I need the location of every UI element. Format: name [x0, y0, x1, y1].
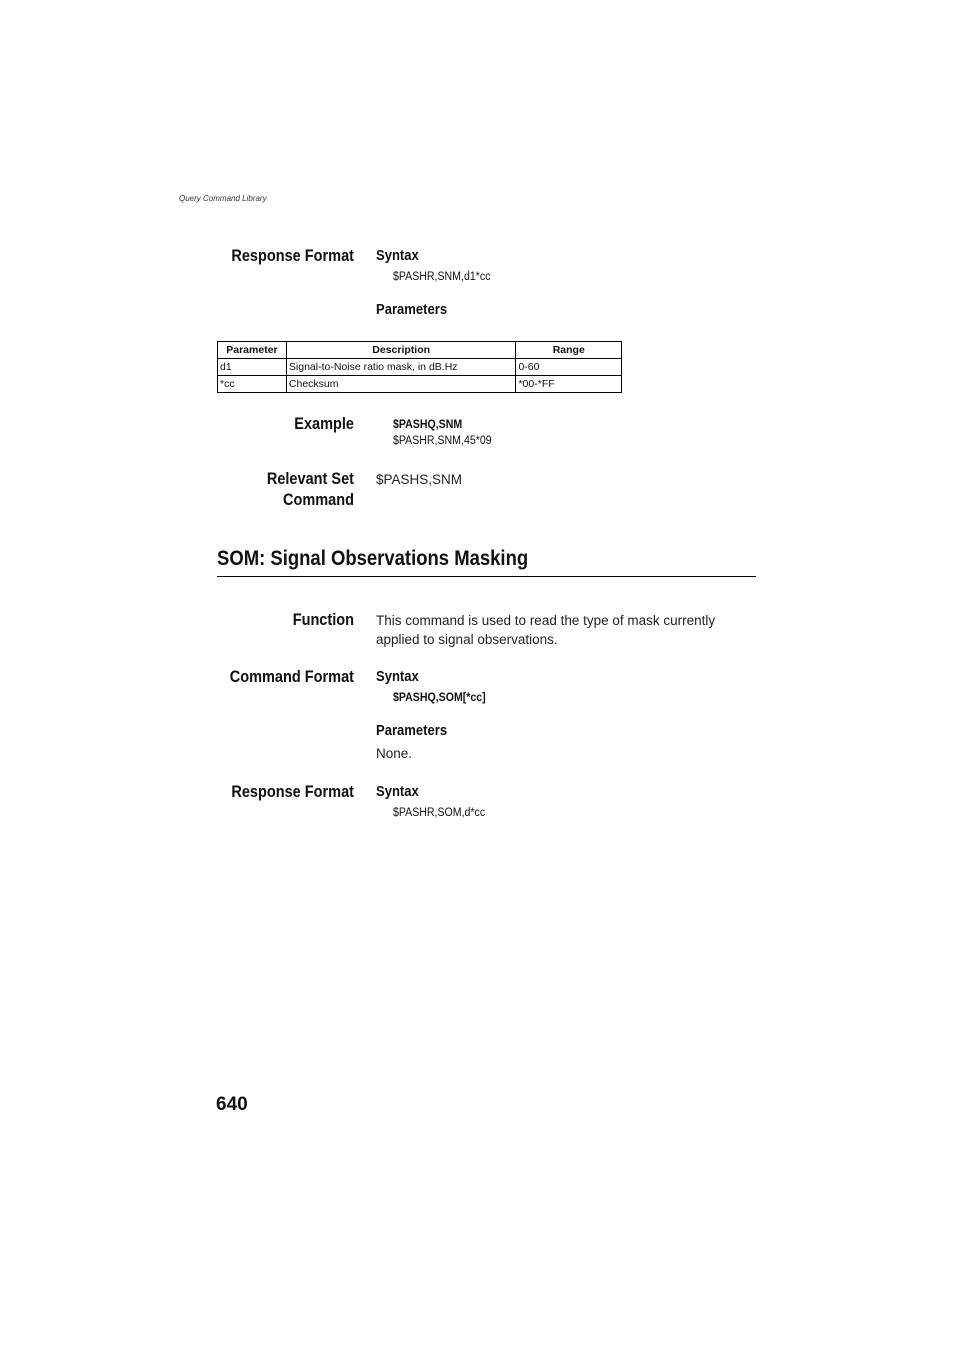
parameters-heading: Parameters — [376, 723, 448, 739]
table-cell: Checksum — [286, 376, 516, 393]
example-response: $PASHR,SNM,45*09 — [393, 435, 492, 447]
table-row — [218, 376, 622, 393]
syntax-heading: Syntax — [376, 669, 419, 685]
column-header: Parameter — [218, 342, 287, 359]
column-header: Range — [516, 342, 622, 359]
response-format-label: Response Format — [231, 247, 354, 265]
parameters-heading: Parameters — [376, 302, 448, 318]
table-cell: *cc — [218, 376, 287, 393]
table-cell: Signal-to-Noise ratio mask, in dB.Hz — [286, 359, 516, 376]
table-cell: 0-60 — [516, 359, 622, 376]
parameters-table — [217, 341, 622, 393]
relevant-set-label: Relevant Set — [266, 470, 354, 488]
relevant-command-label: Command — [283, 491, 354, 509]
parameters-none: None. — [376, 746, 413, 761]
response-syntax: $PASHR,SNM,d1*cc — [393, 271, 491, 283]
function-description: This command is used to read the type of mask currently applied to signal observations. — [376, 613, 716, 647]
table-cell: *00-*FF — [516, 376, 622, 393]
section-divider — [217, 576, 756, 577]
section-title: SOM: Signal Observations Masking — [217, 547, 529, 570]
syntax-heading: Syntax — [376, 784, 419, 800]
table-header-row — [218, 342, 622, 359]
relevant-set-command: $PASHS,SNM — [376, 472, 463, 487]
table-row — [218, 359, 622, 376]
response-syntax: $PASHR,SOM,d*cc — [393, 807, 486, 819]
function-label: Function — [292, 611, 354, 629]
column-header: Description — [286, 342, 516, 359]
example-command: $PASHQ,SNM — [393, 419, 463, 431]
page-number: 640 — [216, 1094, 248, 1115]
example-label: Example — [294, 415, 354, 433]
command-format-label: Command Format — [229, 668, 354, 686]
running-header: Query Command Library — [179, 194, 267, 203]
response-format-label: Response Format — [231, 783, 354, 801]
table-cell: d1 — [218, 359, 287, 376]
syntax-heading: Syntax — [376, 248, 419, 264]
command-syntax: $PASHQ,SOM[*cc] — [393, 692, 486, 704]
